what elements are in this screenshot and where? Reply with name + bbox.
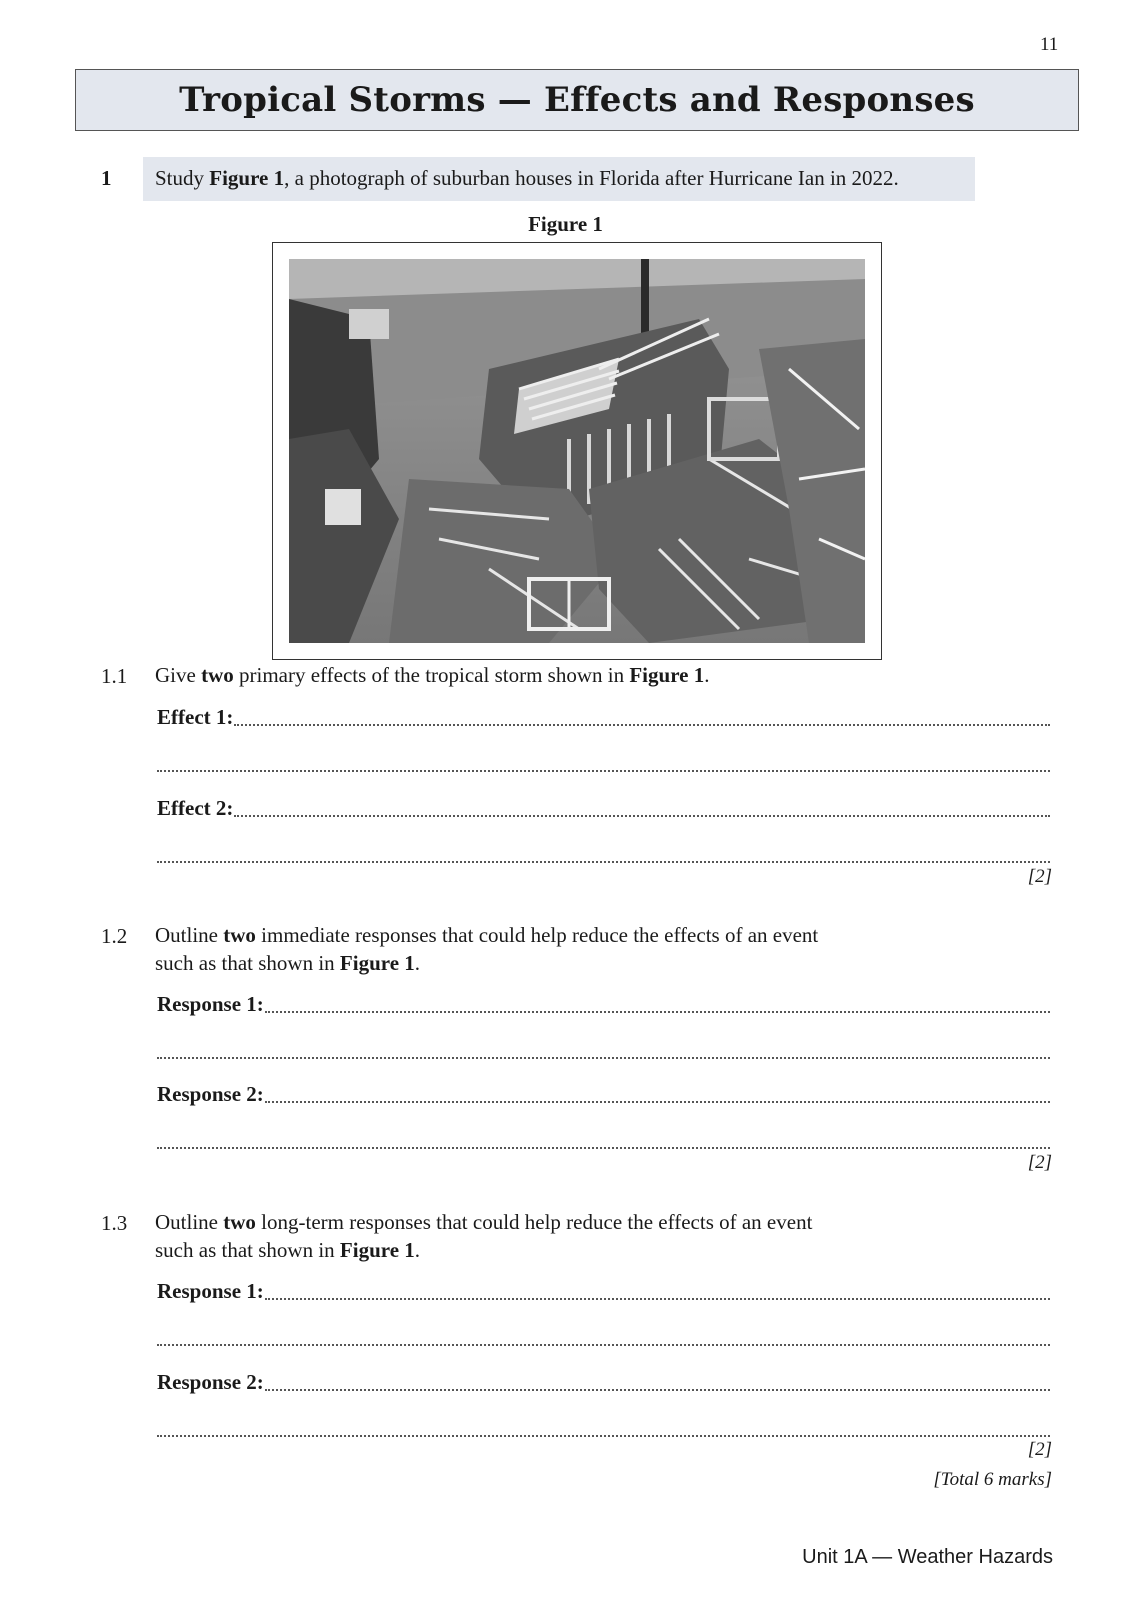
subquestion-number: 1.3 [101,1211,128,1235]
figure-caption: Figure 1 [528,212,603,236]
answer-line-effect-2[interactable]: Effect 2: [157,797,1050,821]
page-number: 11 [1040,34,1059,55]
figure-frame [272,242,882,660]
marks-label: [2] [1027,1439,1052,1460]
answer-line[interactable] [157,1326,1050,1350]
answer-line-response-1[interactable]: Response 1: [157,1280,1050,1304]
subquestion-text: Outline two immediate responses that could help reduce the effects of an event such as that shown in Figure 1. [155,923,819,975]
question-stem: Study Figure 1, a photograph of suburban houses in Florida after Hurricane Ian in 2022. [155,166,899,190]
answer-line-response-2[interactable]: Response 2: [157,1083,1050,1107]
answer-line[interactable] [157,752,1050,776]
total-marks: [Total 6 marks] [933,1469,1052,1490]
marks-label: [2] [1027,866,1052,887]
answer-line[interactable] [157,1417,1050,1441]
subquestion-number: 1.1 [101,664,128,688]
answer-line[interactable] [157,843,1050,867]
damage-photo-illustration [289,259,865,643]
answer-line[interactable] [157,1129,1050,1153]
answer-line-effect-1[interactable]: Effect 1: [157,706,1050,730]
subquestion-text: Outline two long-term responses that could help reduce the effects of an event such as that shown in Figure 1. [155,1210,813,1262]
marks-label: [2] [1027,1152,1052,1173]
answer-line-response-2[interactable]: Response 2: [157,1371,1050,1395]
hurricane-damage-photo [289,259,865,643]
subquestion-text: Give two primary effects of the tropical storm shown in Figure 1. [155,663,710,687]
answer-line-response-1[interactable]: Response 1: [157,993,1050,1017]
footer-unit-label: Unit 1A — Weather Hazards [802,1546,1053,1568]
answer-line[interactable] [157,1039,1050,1063]
subquestion-number: 1.2 [101,924,128,948]
title-banner [75,69,1079,131]
question-number: 1 [101,166,112,190]
page-title: Tropical Storms — Effects and Responses [179,80,975,120]
